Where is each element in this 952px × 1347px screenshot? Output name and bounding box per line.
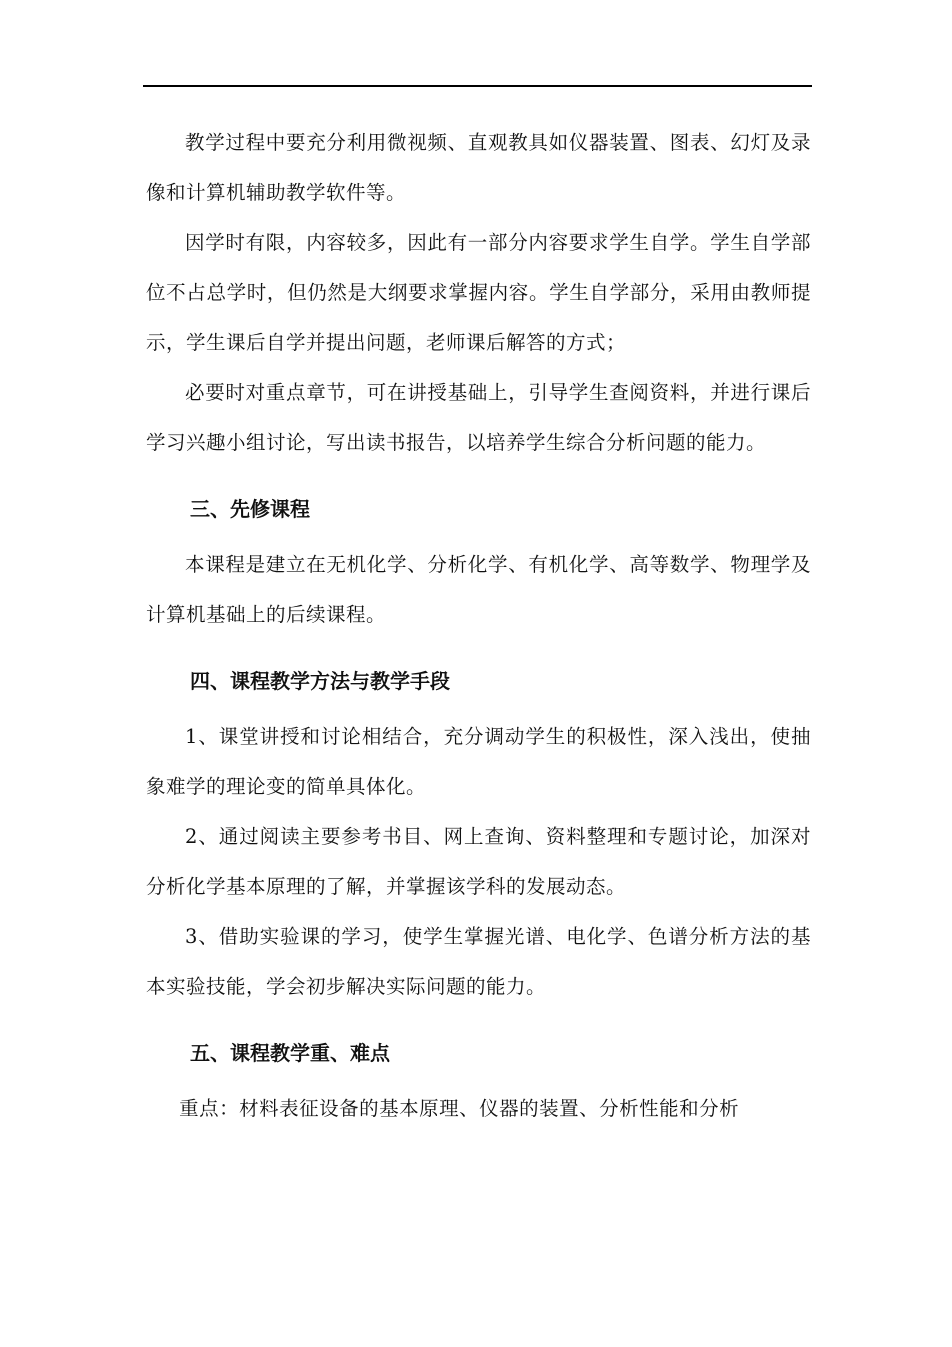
paragraph-key-points: 重点：材料表征设备的基本原理、仪器的装置、分析性能和分析	[179, 1097, 740, 1120]
list-item-method-2: 2、通过阅读主要参考书目、网上查询、资料整理和专题讨论，加深对分析化学基本原理的了解，并掌握该学科的发展动态。	[146, 825, 811, 898]
paragraph-self-study: 因学时有限，内容较多，因此有一部分内容要求学生自学。学生自学部位不占总学时，但仍然是大纲要求掌握内容。学生自学部分，采用由教师提示，学生课后自学并提出问题，老师课后解答的方式；	[146, 231, 811, 354]
list-item-method-1: 1、课堂讲授和讨论相结合，充分调动学生的积极性，深入浅出，使抽象难学的理论变的简单具体化。	[146, 725, 811, 798]
section-heading-teaching-methods: 四、课程教学方法与教学手段	[190, 669, 450, 693]
paragraph-teaching-aids: 教学过程中要充分利用微视频、直观教具如仪器装置、图表、幻灯及录像和计算机辅助教学软件等。	[146, 131, 811, 204]
paragraph-prerequisites: 本课程是建立在无机化学、分析化学、有机化学、高等数学、物理学及计算机基础上的后续课程。	[146, 553, 811, 626]
section-heading-prerequisites: 三、先修课程	[190, 497, 310, 521]
section-heading-key-points: 五、课程教学重、难点	[190, 1041, 390, 1065]
list-item-method-3: 3、借助实验课的学习，使学生掌握光谱、电化学、色谱分析方法的基本实验技能，学会初步解决实际问题的能力。	[146, 925, 811, 998]
paragraph-key-chapters: 必要时对重点章节，可在讲授基础上，引导学生查阅资料，并进行课后学习兴趣小组讨论，写出读书报告，以培养学生综合分析问题的能力。	[146, 381, 811, 454]
document-body	[146, 118, 811, 1134]
header-rule	[143, 85, 812, 87]
